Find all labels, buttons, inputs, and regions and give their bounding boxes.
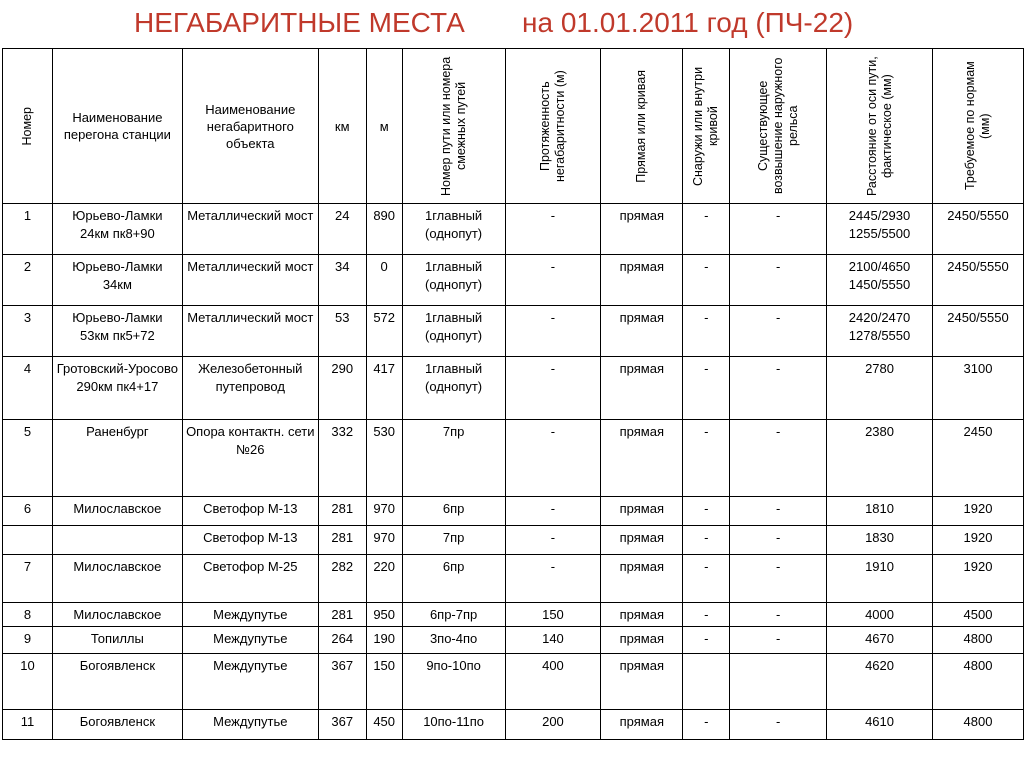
- cell-required: 4800: [932, 627, 1023, 654]
- cell-track: 10по-11по: [402, 710, 505, 740]
- cell-distance: 4620: [827, 654, 933, 710]
- cell-side: -: [683, 255, 730, 306]
- cell-required: 2450/5550: [932, 255, 1023, 306]
- cell-length: 140: [505, 627, 601, 654]
- cell-elevation: -: [730, 526, 827, 555]
- cell-object: Железобетонный путепровод: [182, 357, 318, 420]
- cell-num: 6: [3, 497, 53, 526]
- cell-track: 1главный (однопут): [402, 306, 505, 357]
- header-track: Номер пути или номера смежных путей: [402, 49, 505, 204]
- cell-km: 53: [318, 306, 366, 357]
- cell-side: -: [683, 497, 730, 526]
- cell-station: Гротовский-Уросово 290км пк4+17: [52, 357, 182, 420]
- oversize-places-table: [2, 48, 1024, 740]
- cell-elevation: -: [730, 627, 827, 654]
- table-row: [3, 420, 1024, 497]
- cell-length: 200: [505, 710, 601, 740]
- cell-required: 1920: [932, 497, 1023, 526]
- cell-straight: прямая: [601, 357, 683, 420]
- cell-side: -: [683, 627, 730, 654]
- cell-km: 34: [318, 255, 366, 306]
- cell-m: 150: [366, 654, 402, 710]
- table-row: [3, 306, 1024, 357]
- cell-distance: 1910: [827, 555, 933, 603]
- cell-length: -: [505, 204, 601, 255]
- cell-m: 530: [366, 420, 402, 497]
- cell-elevation: -: [730, 306, 827, 357]
- cell-track: 7пр: [402, 526, 505, 555]
- cell-station: Милославское: [52, 603, 182, 627]
- cell-num: 1: [3, 204, 53, 255]
- cell-required: 4800: [932, 710, 1023, 740]
- cell-straight: прямая: [601, 555, 683, 603]
- header-length: Протяженность негабаритности (м): [505, 49, 601, 204]
- cell-length: -: [505, 555, 601, 603]
- cell-track: 1главный (однопут): [402, 255, 505, 306]
- header-straight: Прямая или кривая: [601, 49, 683, 204]
- cell-length: -: [505, 420, 601, 497]
- cell-station: Милославское: [52, 497, 182, 526]
- cell-side: -: [683, 204, 730, 255]
- cell-track: 7пр: [402, 420, 505, 497]
- cell-required: 4800: [932, 654, 1023, 710]
- cell-required: 2450: [932, 420, 1023, 497]
- cell-num: 4: [3, 357, 53, 420]
- cell-num: 7: [3, 555, 53, 603]
- cell-straight: прямая: [601, 603, 683, 627]
- header-km: км: [318, 49, 366, 204]
- header-distance: Расстояние от оси пути, фактическое (мм): [827, 49, 933, 204]
- cell-object: Междупутье: [182, 627, 318, 654]
- cell-distance: 2780: [827, 357, 933, 420]
- cell-length: -: [505, 357, 601, 420]
- cell-required: 4500: [932, 603, 1023, 627]
- cell-side: -: [683, 357, 730, 420]
- cell-station: [52, 526, 182, 555]
- cell-m: 190: [366, 627, 402, 654]
- cell-station: Топиллы: [52, 627, 182, 654]
- cell-num: 11: [3, 710, 53, 740]
- cell-straight: прямая: [601, 204, 683, 255]
- cell-station: Юрьево-Ламки 24км пк8+90: [52, 204, 182, 255]
- header-elevation: Существующее возвышение наружного рельса: [730, 49, 827, 204]
- cell-distance: 2420/2470 1278/5550: [827, 306, 933, 357]
- cell-distance: 1830: [827, 526, 933, 555]
- cell-distance: 2380: [827, 420, 933, 497]
- cell-m: 970: [366, 497, 402, 526]
- cell-required: 2450/5550: [932, 306, 1023, 357]
- table-row: [3, 627, 1024, 654]
- cell-km: 264: [318, 627, 366, 654]
- header-row: [3, 49, 1024, 204]
- cell-length: 400: [505, 654, 601, 710]
- cell-required: 2450/5550: [932, 204, 1023, 255]
- cell-object: Светофор М-25: [182, 555, 318, 603]
- cell-km: 367: [318, 710, 366, 740]
- cell-km: 332: [318, 420, 366, 497]
- header-required: Требуемое по нормам (мм): [932, 49, 1023, 204]
- cell-num: 9: [3, 627, 53, 654]
- cell-elevation: -: [730, 204, 827, 255]
- cell-track: 6пр: [402, 497, 505, 526]
- cell-track: 6пр: [402, 555, 505, 603]
- cell-station: Богоявленск: [52, 710, 182, 740]
- cell-elevation: -: [730, 255, 827, 306]
- cell-m: 890: [366, 204, 402, 255]
- cell-required: 1920: [932, 526, 1023, 555]
- cell-object: Междупутье: [182, 603, 318, 627]
- cell-distance: 2445/2930 1255/5500: [827, 204, 933, 255]
- cell-m: 950: [366, 603, 402, 627]
- table-row: [3, 555, 1024, 603]
- title-main: НЕГАБАРИТНЫЕ МЕСТА: [134, 7, 465, 38]
- cell-station: Милославское: [52, 555, 182, 603]
- cell-object: Металлический мост: [182, 306, 318, 357]
- cell-station: Юрьево-Ламки 34км: [52, 255, 182, 306]
- cell-straight: прямая: [601, 255, 683, 306]
- table-row: [3, 357, 1024, 420]
- cell-station: Раненбург: [52, 420, 182, 497]
- slide-title: [0, 0, 1024, 48]
- header-num: Номер: [3, 49, 53, 204]
- cell-side: -: [683, 710, 730, 740]
- cell-track: 6пр-7пр: [402, 603, 505, 627]
- table-row: [3, 710, 1024, 740]
- cell-num: 3: [3, 306, 53, 357]
- cell-distance: 4610: [827, 710, 933, 740]
- cell-elevation: -: [730, 603, 827, 627]
- cell-straight: прямая: [601, 710, 683, 740]
- cell-straight: прямая: [601, 526, 683, 555]
- cell-km: 367: [318, 654, 366, 710]
- cell-num: 10: [3, 654, 53, 710]
- cell-distance: 2100/4650 1450/5550: [827, 255, 933, 306]
- cell-object: Междупутье: [182, 710, 318, 740]
- table-row: [3, 497, 1024, 526]
- cell-distance: 4000: [827, 603, 933, 627]
- cell-num: 2: [3, 255, 53, 306]
- cell-side: -: [683, 603, 730, 627]
- header-object: Наименование негабаритного объекта: [182, 49, 318, 204]
- cell-distance: 1810: [827, 497, 933, 526]
- cell-m: 450: [366, 710, 402, 740]
- cell-num: 8: [3, 603, 53, 627]
- cell-m: 0: [366, 255, 402, 306]
- cell-km: 24: [318, 204, 366, 255]
- cell-side: -: [683, 526, 730, 555]
- cell-track: 1главный (однопут): [402, 357, 505, 420]
- cell-num: [3, 526, 53, 555]
- cell-elevation: -: [730, 710, 827, 740]
- table-row: [3, 654, 1024, 710]
- cell-m: 417: [366, 357, 402, 420]
- cell-required: 3100: [932, 357, 1023, 420]
- cell-m: 220: [366, 555, 402, 603]
- cell-km: 290: [318, 357, 366, 420]
- cell-side: [683, 654, 730, 710]
- table-body: [3, 204, 1024, 740]
- cell-object: Опора контактн. сети №26: [182, 420, 318, 497]
- title-date: на 01.01.2011 год (ПЧ-22): [522, 7, 854, 38]
- cell-straight: прямая: [601, 420, 683, 497]
- cell-required: 1920: [932, 555, 1023, 603]
- cell-length: -: [505, 255, 601, 306]
- table-row: [3, 603, 1024, 627]
- cell-object: Металлический мост: [182, 204, 318, 255]
- cell-track: 9по-10по: [402, 654, 505, 710]
- cell-object: Металлический мост: [182, 255, 318, 306]
- cell-num: 5: [3, 420, 53, 497]
- cell-straight: прямая: [601, 497, 683, 526]
- table-row: [3, 204, 1024, 255]
- cell-m: 970: [366, 526, 402, 555]
- cell-m: 572: [366, 306, 402, 357]
- cell-elevation: [730, 654, 827, 710]
- cell-km: 281: [318, 497, 366, 526]
- cell-straight: прямая: [601, 306, 683, 357]
- cell-straight: прямая: [601, 654, 683, 710]
- cell-km: 282: [318, 555, 366, 603]
- cell-length: -: [505, 306, 601, 357]
- cell-track: 3по-4по: [402, 627, 505, 654]
- header-station: Наименование перегона станции: [52, 49, 182, 204]
- cell-object: Светофор М-13: [182, 497, 318, 526]
- table-row: [3, 526, 1024, 555]
- cell-side: -: [683, 306, 730, 357]
- cell-elevation: -: [730, 555, 827, 603]
- cell-length: 150: [505, 603, 601, 627]
- header-m: м: [366, 49, 402, 204]
- cell-object: Междупутье: [182, 654, 318, 710]
- table-row: [3, 255, 1024, 306]
- cell-side: -: [683, 420, 730, 497]
- cell-km: 281: [318, 603, 366, 627]
- header-side: Снаружи или внутри кривой: [683, 49, 730, 204]
- cell-elevation: -: [730, 420, 827, 497]
- cell-straight: прямая: [601, 627, 683, 654]
- cell-length: -: [505, 497, 601, 526]
- cell-object: Светофор М-13: [182, 526, 318, 555]
- cell-elevation: -: [730, 357, 827, 420]
- cell-km: 281: [318, 526, 366, 555]
- cell-track: 1главный (однопут): [402, 204, 505, 255]
- cell-elevation: -: [730, 497, 827, 526]
- cell-station: Юрьево-Ламки 53км пк5+72: [52, 306, 182, 357]
- cell-side: -: [683, 555, 730, 603]
- cell-station: Богоявленск: [52, 654, 182, 710]
- cell-length: -: [505, 526, 601, 555]
- cell-distance: 4670: [827, 627, 933, 654]
